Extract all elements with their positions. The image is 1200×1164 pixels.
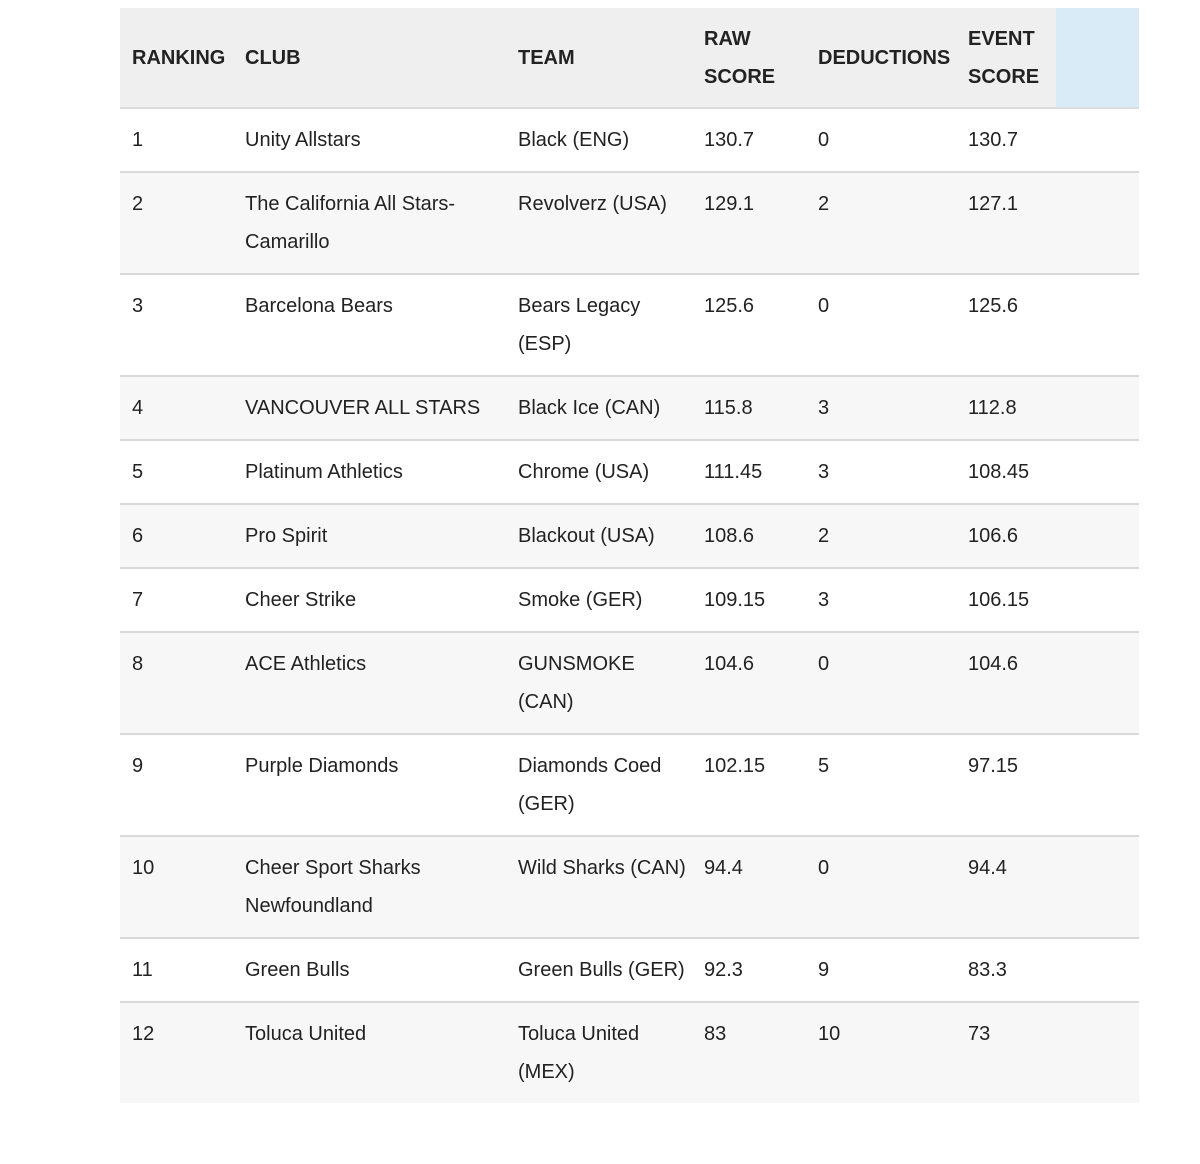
- header-team: TEAM: [506, 8, 692, 108]
- cell-extra: [1056, 836, 1139, 938]
- cell-ranking: 4: [120, 376, 233, 440]
- cell-event-score: 106.15: [956, 568, 1056, 632]
- cell-club: Barcelona Bears: [233, 274, 506, 376]
- cell-event-score: 97.15: [956, 734, 1056, 836]
- table-row: [120, 568, 1139, 632]
- cell-club: VANCOUVER ALL STARS: [233, 376, 506, 440]
- cell-ranking: 5: [120, 440, 233, 504]
- cell-raw-score: 102.15: [692, 734, 806, 836]
- cell-deductions: 3: [806, 376, 956, 440]
- header-event-score: EVENT SCORE: [956, 8, 1056, 108]
- cell-club: ACE Athletics: [233, 632, 506, 734]
- cell-team: Chrome (USA): [506, 440, 692, 504]
- cell-extra: [1056, 504, 1139, 568]
- table-row: [120, 938, 1139, 1002]
- cell-team: Black (ENG): [506, 108, 692, 172]
- table-row: [120, 734, 1139, 836]
- cell-team: Diamonds Coed (GER): [506, 734, 692, 836]
- header-row: [120, 8, 1139, 108]
- cell-ranking: 9: [120, 734, 233, 836]
- cell-team: Green Bulls (GER): [506, 938, 692, 1002]
- cell-raw-score: 108.6: [692, 504, 806, 568]
- cell-ranking: 6: [120, 504, 233, 568]
- cell-extra: [1056, 568, 1139, 632]
- cell-deductions: 10: [806, 1002, 956, 1103]
- cell-raw-score: 92.3: [692, 938, 806, 1002]
- cell-raw-score: 111.45: [692, 440, 806, 504]
- cell-ranking: 7: [120, 568, 233, 632]
- cell-team: Bears Legacy (ESP): [506, 274, 692, 376]
- cell-event-score: 104.6: [956, 632, 1056, 734]
- cell-club: Unity Allstars: [233, 108, 506, 172]
- cell-extra: [1056, 108, 1139, 172]
- table-row: [120, 108, 1139, 172]
- cell-club: Green Bulls: [233, 938, 506, 1002]
- cell-team: Black Ice (CAN): [506, 376, 692, 440]
- cell-deductions: 2: [806, 172, 956, 274]
- cell-raw-score: 83: [692, 1002, 806, 1103]
- cell-event-score: 108.45: [956, 440, 1056, 504]
- cell-ranking: 11: [120, 938, 233, 1002]
- header-raw-score: RAW SCORE: [692, 8, 806, 108]
- cell-event-score: 112.8: [956, 376, 1056, 440]
- cell-raw-score: 104.6: [692, 632, 806, 734]
- results-table: [120, 8, 1139, 1103]
- table-row: [120, 440, 1139, 504]
- cell-club: Pro Spirit: [233, 504, 506, 568]
- cell-ranking: 10: [120, 836, 233, 938]
- cell-club: Purple Diamonds: [233, 734, 506, 836]
- cell-raw-score: 129.1: [692, 172, 806, 274]
- cell-event-score: 127.1: [956, 172, 1056, 274]
- cell-event-score: 73: [956, 1002, 1056, 1103]
- header-deductions: DEDUCTIONS: [806, 8, 956, 108]
- table-row: [120, 836, 1139, 938]
- cell-deductions: 0: [806, 632, 956, 734]
- cell-club: Toluca United: [233, 1002, 506, 1103]
- cell-team: Smoke (GER): [506, 568, 692, 632]
- cell-ranking: 12: [120, 1002, 233, 1103]
- results-table-container: [120, 8, 1139, 1103]
- cell-raw-score: 109.15: [692, 568, 806, 632]
- cell-extra: [1056, 172, 1139, 274]
- cell-deductions: 9: [806, 938, 956, 1002]
- cell-team: Toluca United (MEX): [506, 1002, 692, 1103]
- cell-deductions: 5: [806, 734, 956, 836]
- cell-raw-score: 125.6: [692, 274, 806, 376]
- cell-event-score: 106.6: [956, 504, 1056, 568]
- cell-deductions: 0: [806, 108, 956, 172]
- cell-raw-score: 94.4: [692, 836, 806, 938]
- cell-team: Blackout (USA): [506, 504, 692, 568]
- cell-team: Revolverz (USA): [506, 172, 692, 274]
- cell-club: The California All Stars-Camarillo: [233, 172, 506, 274]
- cell-deductions: 3: [806, 568, 956, 632]
- cell-deductions: 0: [806, 836, 956, 938]
- cell-extra: [1056, 938, 1139, 1002]
- cell-club: Cheer Sport Sharks Newfoundland: [233, 836, 506, 938]
- cell-extra: [1056, 1002, 1139, 1103]
- cell-extra: [1056, 734, 1139, 836]
- cell-deductions: 3: [806, 440, 956, 504]
- cell-raw-score: 130.7: [692, 108, 806, 172]
- table-row: [120, 632, 1139, 734]
- table-header: [120, 8, 1139, 108]
- header-ranking: RANKING: [120, 8, 233, 108]
- cell-raw-score: 115.8: [692, 376, 806, 440]
- table-row: [120, 274, 1139, 376]
- cell-team: GUNSMOKE (CAN): [506, 632, 692, 734]
- cell-deductions: 0: [806, 274, 956, 376]
- header-extra-column: [1056, 8, 1139, 108]
- cell-deductions: 2: [806, 504, 956, 568]
- table-row: [120, 1002, 1139, 1103]
- cell-extra: [1056, 376, 1139, 440]
- cell-event-score: 130.7: [956, 108, 1056, 172]
- header-club: CLUB: [233, 8, 506, 108]
- cell-ranking: 1: [120, 108, 233, 172]
- table-row: [120, 172, 1139, 274]
- cell-ranking: 3: [120, 274, 233, 376]
- cell-event-score: 94.4: [956, 836, 1056, 938]
- cell-extra: [1056, 632, 1139, 734]
- cell-extra: [1056, 274, 1139, 376]
- table-body: [120, 108, 1139, 1103]
- cell-extra: [1056, 440, 1139, 504]
- cell-team: Wild Sharks (CAN): [506, 836, 692, 938]
- cell-club: Cheer Strike: [233, 568, 506, 632]
- cell-ranking: 2: [120, 172, 233, 274]
- cell-ranking: 8: [120, 632, 233, 734]
- cell-event-score: 125.6: [956, 274, 1056, 376]
- cell-event-score: 83.3: [956, 938, 1056, 1002]
- table-row: [120, 376, 1139, 440]
- table-row: [120, 504, 1139, 568]
- cell-club: Platinum Athletics: [233, 440, 506, 504]
